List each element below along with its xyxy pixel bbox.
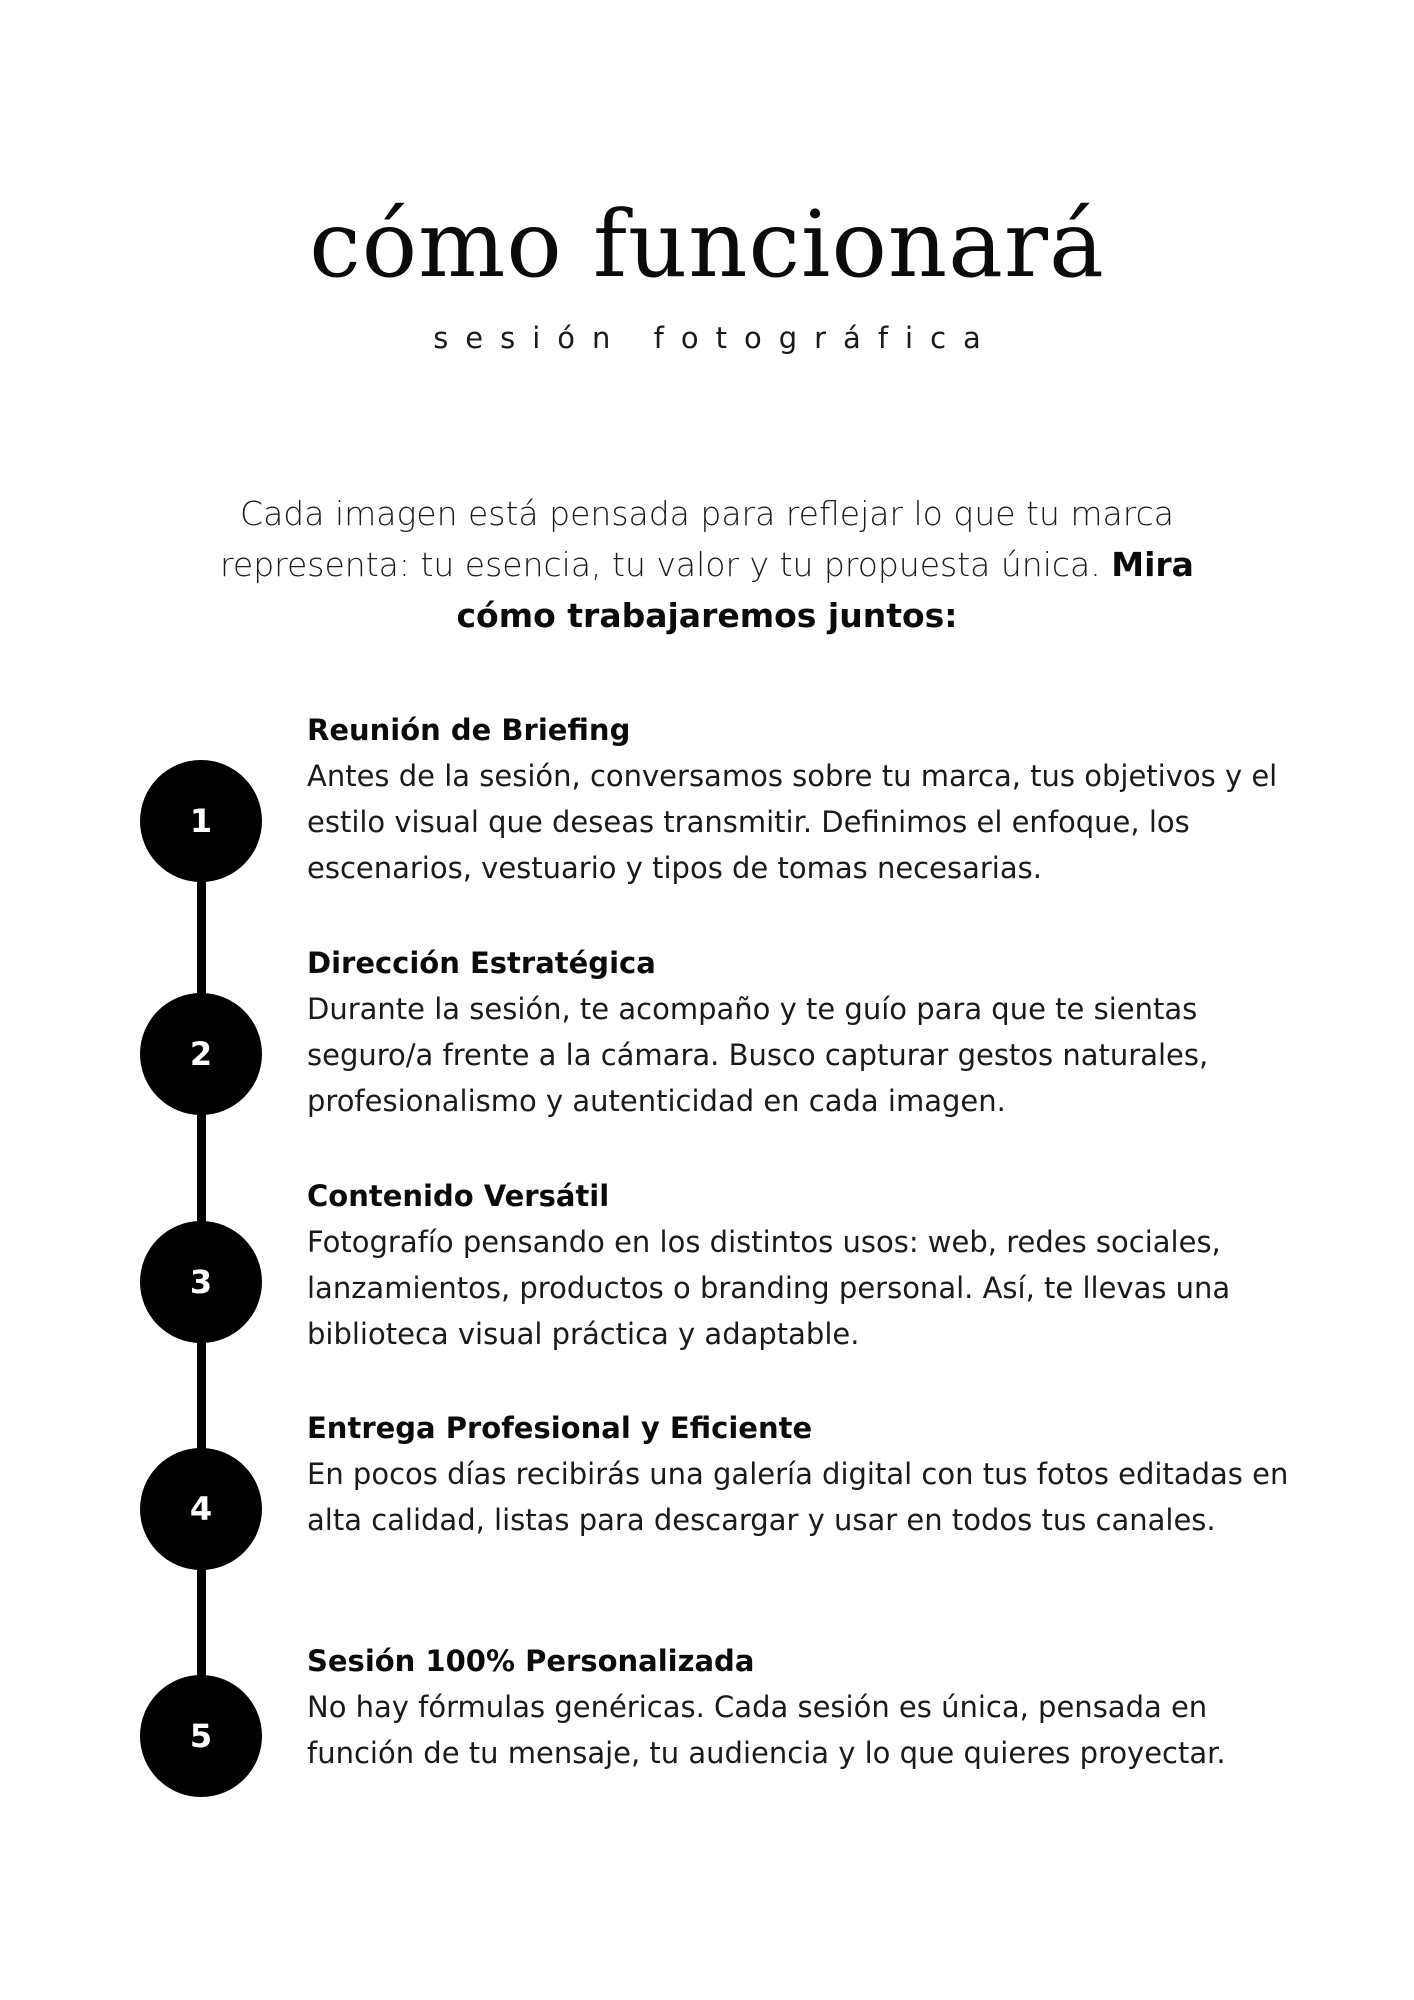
intro-text: Cada imagen está pensada para reflejar lo que tu marca representa: tu esencia, tu valor y tu propuesta única.	[220, 494, 1174, 584]
step-item	[307, 1638, 1317, 1776]
step-item	[307, 1405, 1317, 1543]
page-subtitle: sesión fotográfica	[433, 321, 998, 355]
step-description: No hay fórmulas genéricas. Cada sesión es única, pensada en función de tu mensaje, tu audiencia y lo que quieres proyectar.	[307, 1690, 1226, 1770]
step-item	[307, 707, 1317, 891]
step-description: En pocos días recibirás una galería digital con tus fotos editadas en alta calidad, listas para descargar y usar en todos tus canales.	[307, 1457, 1289, 1537]
step-number-badge: 5	[140, 1675, 262, 1797]
step-title: Reunión de Briefing	[307, 713, 631, 747]
intro-paragraph	[200, 488, 1214, 641]
page-title: cómo funcionará	[309, 191, 1105, 298]
step-title: Contenido Versátil	[307, 1179, 610, 1213]
step-item	[307, 940, 1317, 1124]
step-number-badge: 4	[140, 1448, 262, 1570]
step-number-badge: 3	[140, 1221, 262, 1343]
step-title: Dirección Estratégica	[307, 946, 656, 980]
step-title: Entrega Profesional y Eficiente	[307, 1411, 813, 1445]
step-description: Fotografío pensando en los distintos usos: web, redes sociales, lanzamientos, productos o branding personal. Así, te llevas una biblioteca visual práctica y adaptable.	[307, 1225, 1231, 1351]
step-description: Durante la sesión, te acompaño y te guío para que te sientas seguro/a frente a la cámara. Busco capturar gestos naturales, profesionalismo y autenticidad en cada imagen.	[307, 992, 1209, 1118]
step-title: Sesión 100% Personalizada	[307, 1644, 755, 1678]
step-number-badge: 2	[140, 993, 262, 1115]
step-number-badge: 1	[140, 760, 262, 882]
step-description: Antes de la sesión, conversamos sobre tu marca, tus objetivos y el estilo visual que deseas transmitir. Definimos el enfoque, los escenarios, vestuario y tipos de tomas necesarias.	[307, 759, 1278, 885]
intro-emphasis: Mira cómo trabajaremos juntos:	[456, 545, 1194, 635]
step-item	[307, 1173, 1317, 1357]
